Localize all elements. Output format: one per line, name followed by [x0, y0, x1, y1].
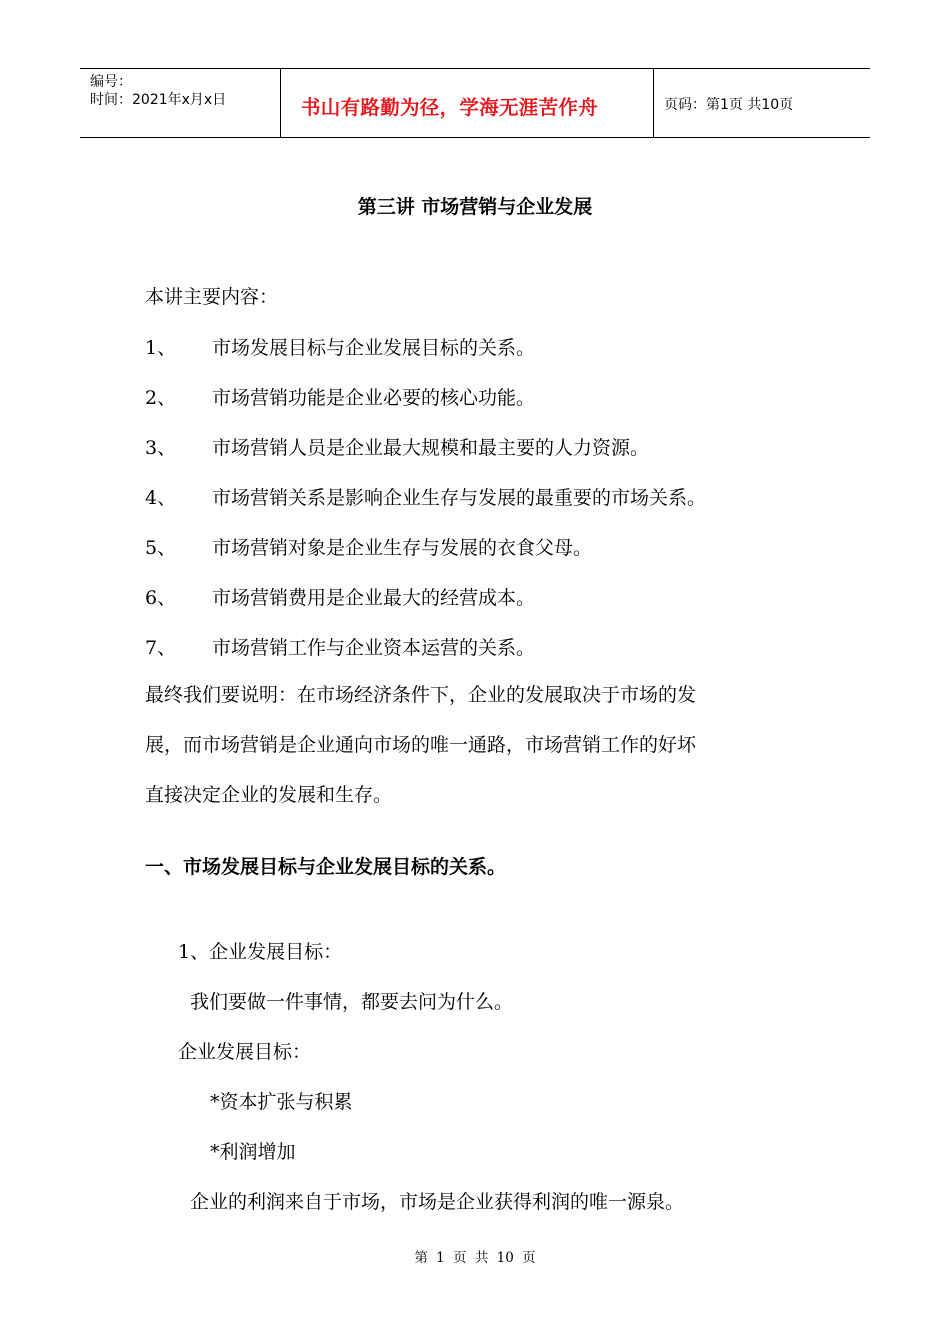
page-footer: 第 1 页 共 10 页 — [414, 1250, 536, 1266]
intro-label: 本讲主要内容： — [145, 286, 279, 308]
item-text: 市场发展目标与企业发展目标的关系。 — [212, 337, 536, 359]
serial-label: 编号： — [90, 74, 132, 90]
section-heading: 一、市场发展目标与企业发展目标的关系。 — [145, 856, 507, 878]
conclusion-line: 展，而市场营销是企业通向市场的唯一通路，市场营销工作的好坏 — [145, 734, 697, 756]
goal-item: *利润增加 — [210, 1141, 296, 1163]
item-number: 4、 — [145, 487, 177, 509]
item-number: 7、 — [145, 637, 177, 659]
item-number: 3、 — [145, 437, 177, 459]
header-motto-cell — [281, 69, 654, 137]
header-table — [80, 68, 870, 138]
item-text: 市场营销费用是企业最大的经营成本。 — [212, 587, 536, 609]
item-number: 1、 — [145, 337, 177, 359]
goal-item: *资本扩张与积累 — [210, 1091, 353, 1113]
item-text: 市场营销关系是影响企业生存与发展的最重要的市场关系。 — [212, 487, 707, 509]
conclusion-line: 直接决定企业的发展和生存。 — [145, 784, 393, 806]
page-info: 页码：第1页 共10页 — [664, 97, 794, 113]
item-number: 6、 — [145, 587, 177, 609]
goals-label: 企业发展目标： — [178, 1041, 312, 1063]
item-number: 5、 — [145, 537, 177, 559]
paragraph-line: 企业的利润来自于市场，市场是企业获得利润的唯一源泉。 — [190, 1191, 685, 1213]
motto: 书山有路勤为径，学海无涯苦作舟 — [301, 96, 599, 119]
header-page-cell — [654, 69, 870, 137]
conclusion-line: 最终我们要说明：在市场经济条件下，企业的发展取决于市场的发 — [145, 684, 697, 706]
header-info-cell — [80, 69, 281, 137]
item-text: 市场营销人员是企业最大规模和最主要的人力资源。 — [212, 437, 650, 459]
item-text: 市场营销工作与企业资本运营的关系。 — [212, 637, 536, 659]
item-text: 市场营销功能是企业必要的核心功能。 — [212, 387, 536, 409]
item-text: 市场营销对象是企业生存与发展的衣食父母。 — [212, 537, 593, 559]
paragraph-line: 我们要做一件事情，都要去问为什么。 — [190, 991, 514, 1013]
lecture-title: 第三讲 市场营销与企业发展 — [357, 196, 593, 218]
subsection-heading: 1、企业发展目标： — [178, 941, 343, 963]
item-number: 2、 — [145, 387, 177, 409]
time-label: 时间：2021年x月x日 — [90, 92, 227, 108]
